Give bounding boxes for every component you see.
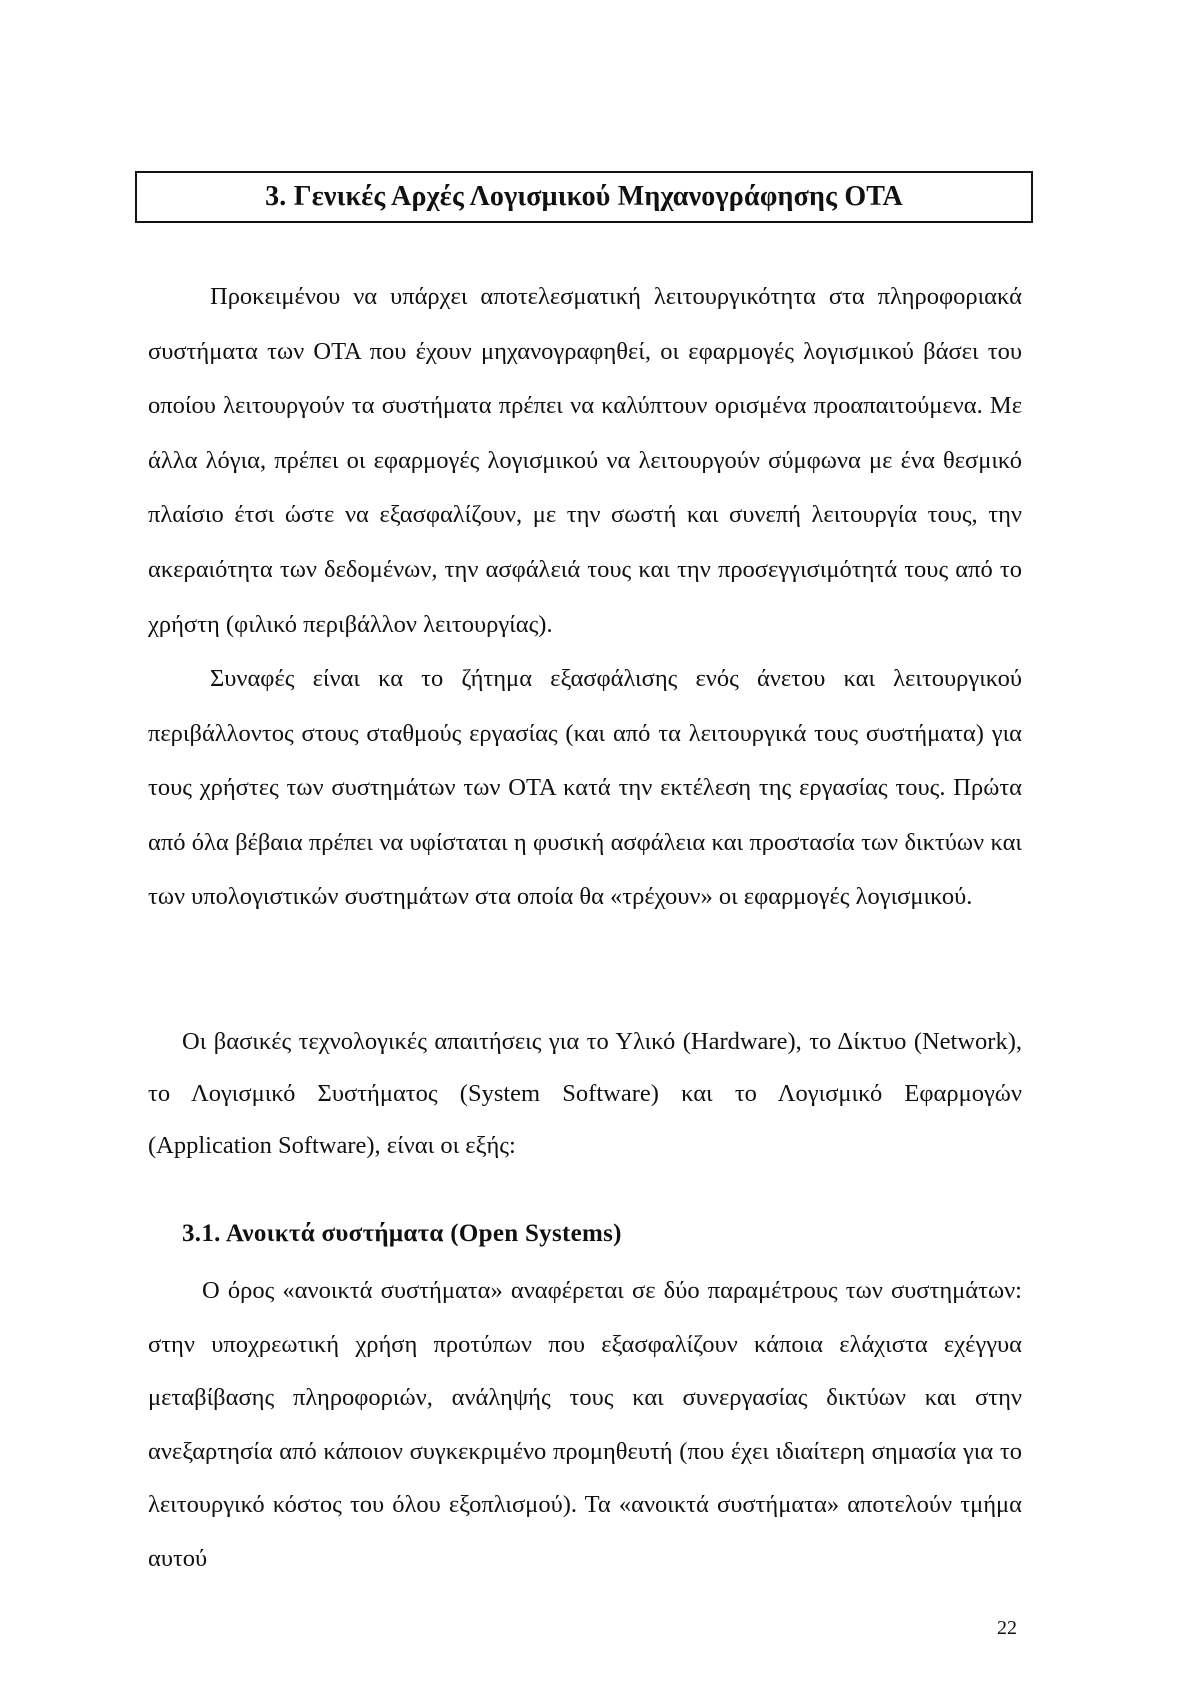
paragraph-open-systems: Ο όρος «ανοικτά συστήματα» αναφέρεται σε δύο παραμέτρους των συστημάτων: στην υποχρεωτική χρήση προτύπων που εξασφαλίζουν κάποια ελάχιστα εχέγγυα μεταβίβασης πληροφοριών, ανάληψής τους και συνεργασίας δικτύων και στην ανεξαρτησία από κάποιον συγκεκριμένο προμηθευτή (που έχει ιδιαίτερη σημασία για το λειτουργικό κόστος του όλου εξοπλισμού). Τα «ανοικτά συστήματα» αποτελούν τμήμα αυτού (148, 1277, 1022, 1572)
section-heading: 3.1. Ανοικτά συστήματα (Open Systems) (182, 1220, 622, 1247)
paragraph-intro: Προκειμένου να υπάρχει αποτελεσματική λειτουργικότητα στα πληροφοριακά συστήματα των ΟΤΑ που έχουν μηχανογραφηθεί, οι εφαρμογές λογισμικού βάσει του οποίου λειτουργούν τα συστήματα πρέπει να καλύπτουν ορισμένα προαπαιτούμενα. Με άλλα λόγια, πρέπει οι εφαρμογές λογισμικού να λειτουργούν σύμφωνα με ένα θεσμικό πλαίσιο έτσι ώστε να εξασφαλίζουν, με την σωστή και συνεπή λειτουργία τους, την ακεραιότητα των δεδομένων, την ασφάλειά τους και την προσεγγισιμότητά τους από το χρήστη (φιλικό περιβάλλον λειτουργίας). (148, 283, 1022, 638)
chapter-title: 3. Γενικές Αρχές Λογισμικού Μηχανογράφησης ΟΤΑ (265, 181, 903, 212)
chapter-title-box (135, 171, 1033, 223)
page-number: 22 (997, 1617, 1017, 1639)
paragraph-workstations: Συναφές είναι κα το ζήτημα εξασφάλισης ενός άνετου και λειτουργικού περιβάλλοντος στους σταθμούς εργασίας (και από τα λειτουργικά τους συστήματα) για τους χρήστες των συστημάτων των ΟΤΑ κατά την εκτέλεση της εργασίας τους. Πρώτα από όλα βέβαια πρέπει να υφίσταται η φυσική ασφάλεια και προστασία των δικτύων και των υπολογιστικών συστημάτων στα οποία θα «τρέχουν» οι εφαρμογές λογισμικού. (148, 665, 1022, 911)
paragraph-requirements: Οι βασικές τεχνολογικές απαιτήσεις για το Υλικό (Hardware), το Δίκτυο (Network), το Λογισμικό Συστήματος (System Software) και το Λογισμικό Εφαρμογών (Application Software), είναι οι εξής: (148, 1028, 1022, 1159)
